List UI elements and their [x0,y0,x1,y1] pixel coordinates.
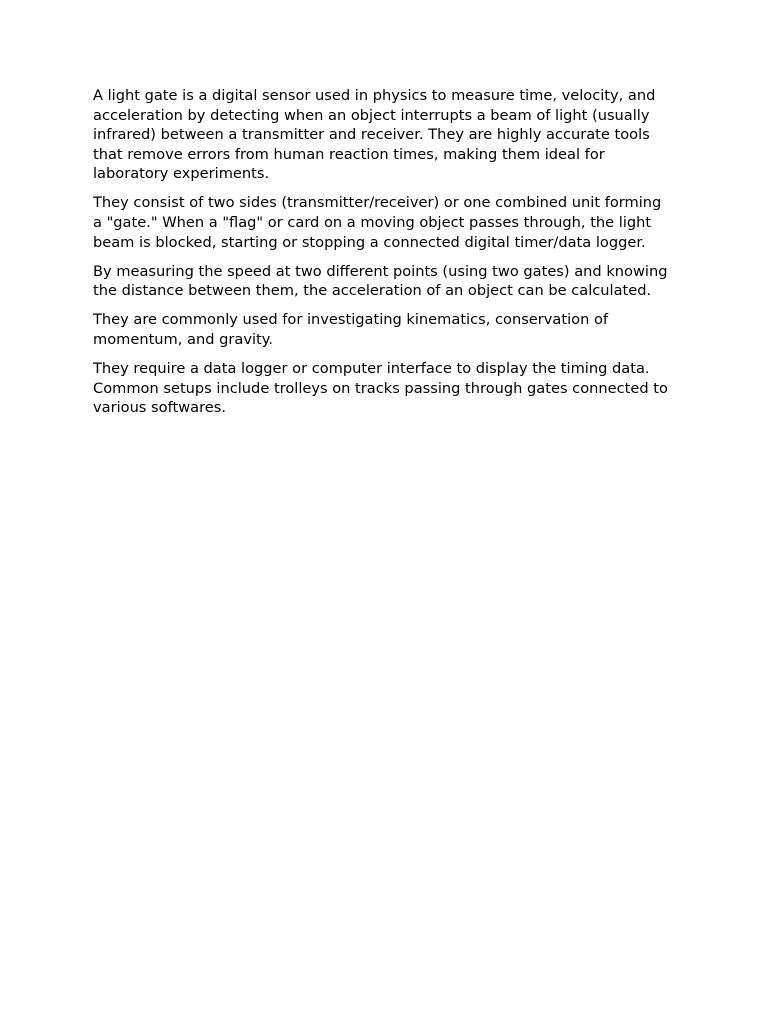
paragraph-common-uses: They are commonly used for investigating kinematics, conservation of momentum, and gravity. [93,311,609,349]
paragraph-acceleration-measurement: By measuring the speed at two different points (using two gates) and knowing the distance between them, the acceleration of an object can be calculated. [93,262,668,300]
paragraph-light-gate-definition: A light gate is a digital sensor used in physics to measure time, velocity, and acceleration by detecting when an object interrupts a beam of light (usually infrared) between a transmitter and receiver. They are highly accurate tools that remove errors from human reaction times, making them ideal for laboratory experiments. [93,87,656,183]
paragraph-gate-construction: They consist of two sides (transmitter/receiver) or one combined unit forming a "gate." When a "flag" or card on a moving object passes through, the light beam is blocked, starting or stopping a connected digital timer/data logger. [93,194,662,251]
paragraph-data-logger-setup: They require a data logger or computer interface to display the timing data. Common setups include trolleys on tracks passing through gates connected to various softwares. [93,360,668,417]
document-body [93,86,673,427]
